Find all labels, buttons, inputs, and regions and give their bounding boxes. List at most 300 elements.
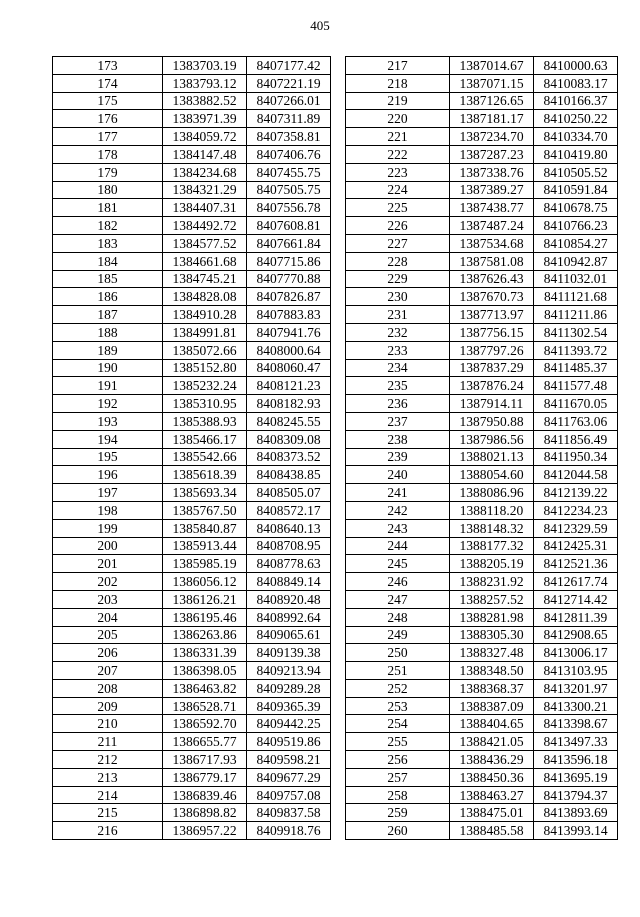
table-row [346, 590, 618, 608]
table-row [346, 57, 618, 75]
x-coordinate-cell: 1387950.88 [450, 412, 534, 430]
table-row [346, 341, 618, 359]
table-row [346, 92, 618, 110]
table-row [53, 573, 331, 591]
point-number-cell: 174 [53, 74, 163, 92]
y-coordinate-cell: 8413103.95 [534, 662, 618, 680]
x-coordinate-cell: 1385542.66 [163, 448, 247, 466]
point-number-cell: 175 [53, 92, 163, 110]
point-number-cell: 220 [346, 110, 450, 128]
table-row [53, 74, 331, 92]
x-coordinate-cell: 1384059.72 [163, 128, 247, 146]
point-number-cell: 218 [346, 74, 450, 92]
y-coordinate-cell: 8409065.61 [247, 626, 331, 644]
y-coordinate-cell: 8412425.31 [534, 537, 618, 555]
x-coordinate-cell: 1386056.12 [163, 573, 247, 591]
table-row [346, 288, 618, 306]
point-number-cell: 227 [346, 234, 450, 252]
y-coordinate-cell: 8407358.81 [247, 128, 331, 146]
y-coordinate-cell: 8407455.75 [247, 163, 331, 181]
table-row [53, 822, 331, 840]
table-row [346, 626, 618, 644]
x-coordinate-cell: 1385618.39 [163, 466, 247, 484]
table-row [53, 466, 331, 484]
x-coordinate-cell: 1385072.66 [163, 341, 247, 359]
x-coordinate-cell: 1388450.36 [450, 768, 534, 786]
y-coordinate-cell: 8409289.28 [247, 679, 331, 697]
y-coordinate-cell: 8410419.80 [534, 145, 618, 163]
point-number-cell: 232 [346, 323, 450, 341]
table-row [53, 252, 331, 270]
point-number-cell: 183 [53, 234, 163, 252]
x-coordinate-cell: 1387797.26 [450, 341, 534, 359]
x-coordinate-cell: 1385913.44 [163, 537, 247, 555]
table-row [346, 662, 618, 680]
x-coordinate-cell: 1387756.15 [450, 323, 534, 341]
x-coordinate-cell: 1384577.52 [163, 234, 247, 252]
y-coordinate-cell: 8407556.78 [247, 199, 331, 217]
y-coordinate-cell: 8407770.88 [247, 270, 331, 288]
point-number-cell: 229 [346, 270, 450, 288]
table-row [346, 217, 618, 235]
x-coordinate-cell: 1385693.34 [163, 484, 247, 502]
y-coordinate-cell: 8408121.23 [247, 377, 331, 395]
table-row [53, 359, 331, 377]
point-number-cell: 177 [53, 128, 163, 146]
y-coordinate-cell: 8409365.39 [247, 697, 331, 715]
table-row [53, 145, 331, 163]
point-number-cell: 236 [346, 395, 450, 413]
table-row [53, 377, 331, 395]
x-coordinate-cell: 1385985.19 [163, 555, 247, 573]
x-coordinate-cell: 1386655.77 [163, 733, 247, 751]
x-coordinate-cell: 1388463.27 [450, 786, 534, 804]
table-row [53, 181, 331, 199]
y-coordinate-cell: 8407505.75 [247, 181, 331, 199]
point-number-cell: 257 [346, 768, 450, 786]
y-coordinate-cell: 8412714.42 [534, 590, 618, 608]
point-number-cell: 246 [346, 573, 450, 591]
y-coordinate-cell: 8412044.58 [534, 466, 618, 484]
table-row [346, 199, 618, 217]
y-coordinate-cell: 8413794.37 [534, 786, 618, 804]
point-number-cell: 205 [53, 626, 163, 644]
y-coordinate-cell: 8408920.48 [247, 590, 331, 608]
point-number-cell: 249 [346, 626, 450, 644]
point-number-cell: 245 [346, 555, 450, 573]
point-number-cell: 219 [346, 92, 450, 110]
y-coordinate-cell: 8410591.84 [534, 181, 618, 199]
point-number-cell: 202 [53, 573, 163, 591]
table-row [346, 715, 618, 733]
table-row [53, 323, 331, 341]
table-row [53, 697, 331, 715]
y-coordinate-cell: 8407661.84 [247, 234, 331, 252]
point-number-cell: 259 [346, 804, 450, 822]
y-coordinate-cell: 8410250.22 [534, 110, 618, 128]
table-row [53, 768, 331, 786]
point-number-cell: 196 [53, 466, 163, 484]
point-number-cell: 212 [53, 751, 163, 769]
x-coordinate-cell: 1387071.15 [450, 74, 534, 92]
table-row [53, 341, 331, 359]
x-coordinate-cell: 1387626.43 [450, 270, 534, 288]
x-coordinate-cell: 1387126.65 [450, 92, 534, 110]
point-number-cell: 250 [346, 644, 450, 662]
x-coordinate-cell: 1388177.32 [450, 537, 534, 555]
y-coordinate-cell: 8408992.64 [247, 608, 331, 626]
x-coordinate-cell: 1388421.05 [450, 733, 534, 751]
y-coordinate-cell: 8413497.33 [534, 733, 618, 751]
table-row [53, 92, 331, 110]
x-coordinate-cell: 1388305.30 [450, 626, 534, 644]
x-coordinate-cell: 1386398.05 [163, 662, 247, 680]
x-coordinate-cell: 1386592.70 [163, 715, 247, 733]
point-number-cell: 248 [346, 608, 450, 626]
table-row [346, 234, 618, 252]
x-coordinate-cell: 1383703.19 [163, 57, 247, 75]
table-row [346, 430, 618, 448]
y-coordinate-cell: 8413596.18 [534, 751, 618, 769]
x-coordinate-cell: 1385466.17 [163, 430, 247, 448]
point-number-cell: 221 [346, 128, 450, 146]
y-coordinate-cell: 8412521.36 [534, 555, 618, 573]
table-row [346, 555, 618, 573]
table-row [346, 501, 618, 519]
table-row [346, 128, 618, 146]
x-coordinate-cell: 1388387.09 [450, 697, 534, 715]
point-number-cell: 254 [346, 715, 450, 733]
x-coordinate-cell: 1388118.20 [450, 501, 534, 519]
point-number-cell: 237 [346, 412, 450, 430]
x-coordinate-cell: 1384321.29 [163, 181, 247, 199]
table-row [346, 377, 618, 395]
table-row [346, 306, 618, 324]
x-coordinate-cell: 1386195.46 [163, 608, 247, 626]
table-row [346, 145, 618, 163]
y-coordinate-cell: 8408373.52 [247, 448, 331, 466]
point-number-cell: 185 [53, 270, 163, 288]
y-coordinate-cell: 8409139.38 [247, 644, 331, 662]
x-coordinate-cell: 1385310.95 [163, 395, 247, 413]
x-coordinate-cell: 1387837.29 [450, 359, 534, 377]
y-coordinate-cell: 8408438.85 [247, 466, 331, 484]
point-number-cell: 189 [53, 341, 163, 359]
point-number-cell: 241 [346, 484, 450, 502]
point-number-cell: 206 [53, 644, 163, 662]
x-coordinate-cell: 1387487.24 [450, 217, 534, 235]
x-coordinate-cell: 1387234.70 [450, 128, 534, 146]
point-number-cell: 181 [53, 199, 163, 217]
point-number-cell: 182 [53, 217, 163, 235]
point-number-cell: 233 [346, 341, 450, 359]
point-number-cell: 188 [53, 323, 163, 341]
table-row [346, 466, 618, 484]
y-coordinate-cell: 8412617.74 [534, 573, 618, 591]
x-coordinate-cell: 1388205.19 [450, 555, 534, 573]
y-coordinate-cell: 8408708.95 [247, 537, 331, 555]
point-number-cell: 260 [346, 822, 450, 840]
x-coordinate-cell: 1384147.48 [163, 145, 247, 163]
point-number-cell: 242 [346, 501, 450, 519]
point-number-cell: 208 [53, 679, 163, 697]
x-coordinate-cell: 1383882.52 [163, 92, 247, 110]
x-coordinate-cell: 1386957.22 [163, 822, 247, 840]
y-coordinate-cell: 8407715.86 [247, 252, 331, 270]
y-coordinate-cell: 8408640.13 [247, 519, 331, 537]
y-coordinate-cell: 8413398.67 [534, 715, 618, 733]
x-coordinate-cell: 1386263.86 [163, 626, 247, 644]
table-row [346, 679, 618, 697]
y-coordinate-cell: 8410334.70 [534, 128, 618, 146]
y-coordinate-cell: 8412908.65 [534, 626, 618, 644]
table-row [346, 395, 618, 413]
table-row [346, 697, 618, 715]
table-row [346, 537, 618, 555]
table-row [53, 234, 331, 252]
x-coordinate-cell: 1384234.68 [163, 163, 247, 181]
y-coordinate-cell: 8408572.17 [247, 501, 331, 519]
y-coordinate-cell: 8411670.05 [534, 395, 618, 413]
x-coordinate-cell: 1384828.08 [163, 288, 247, 306]
point-number-cell: 252 [346, 679, 450, 697]
table-row [53, 519, 331, 537]
point-number-cell: 186 [53, 288, 163, 306]
x-coordinate-cell: 1388231.92 [450, 573, 534, 591]
y-coordinate-cell: 8412811.39 [534, 608, 618, 626]
point-number-cell: 173 [53, 57, 163, 75]
table-row [53, 163, 331, 181]
point-number-cell: 187 [53, 306, 163, 324]
point-number-cell: 224 [346, 181, 450, 199]
table-row [53, 555, 331, 573]
y-coordinate-cell: 8409837.58 [247, 804, 331, 822]
table-row [346, 181, 618, 199]
table-row [53, 804, 331, 822]
x-coordinate-cell: 1388086.96 [450, 484, 534, 502]
table-row [53, 662, 331, 680]
point-number-cell: 195 [53, 448, 163, 466]
y-coordinate-cell: 8410942.87 [534, 252, 618, 270]
table-row [346, 359, 618, 377]
point-number-cell: 176 [53, 110, 163, 128]
table-row [53, 199, 331, 217]
table-row [53, 501, 331, 519]
y-coordinate-cell: 8409677.29 [247, 768, 331, 786]
y-coordinate-cell: 8408849.14 [247, 573, 331, 591]
table-row [53, 715, 331, 733]
point-number-cell: 190 [53, 359, 163, 377]
table-row [53, 430, 331, 448]
y-coordinate-cell: 8410083.17 [534, 74, 618, 92]
x-coordinate-cell: 1385767.50 [163, 501, 247, 519]
point-number-cell: 226 [346, 217, 450, 235]
x-coordinate-cell: 1387876.24 [450, 377, 534, 395]
x-coordinate-cell: 1386717.93 [163, 751, 247, 769]
x-coordinate-cell: 1388368.37 [450, 679, 534, 697]
point-number-cell: 244 [346, 537, 450, 555]
table-row [53, 608, 331, 626]
x-coordinate-cell: 1386839.46 [163, 786, 247, 804]
y-coordinate-cell: 8413993.14 [534, 822, 618, 840]
table-row [346, 733, 618, 751]
point-number-cell: 216 [53, 822, 163, 840]
y-coordinate-cell: 8412234.23 [534, 501, 618, 519]
point-number-cell: 230 [346, 288, 450, 306]
x-coordinate-cell: 1387287.23 [450, 145, 534, 163]
x-coordinate-cell: 1386463.82 [163, 679, 247, 697]
point-number-cell: 200 [53, 537, 163, 555]
point-number-cell: 215 [53, 804, 163, 822]
y-coordinate-cell: 8413006.17 [534, 644, 618, 662]
y-coordinate-cell: 8407221.19 [247, 74, 331, 92]
y-coordinate-cell: 8411393.72 [534, 341, 618, 359]
x-coordinate-cell: 1388475.01 [450, 804, 534, 822]
table-row [346, 804, 618, 822]
table-row [346, 110, 618, 128]
x-coordinate-cell: 1384407.31 [163, 199, 247, 217]
table-row [346, 822, 618, 840]
point-number-cell: 243 [346, 519, 450, 537]
table-row [53, 484, 331, 502]
y-coordinate-cell: 8408309.08 [247, 430, 331, 448]
table-row [346, 412, 618, 430]
x-coordinate-cell: 1388327.48 [450, 644, 534, 662]
table-row [346, 74, 618, 92]
table-row [346, 751, 618, 769]
y-coordinate-cell: 8410678.75 [534, 199, 618, 217]
y-coordinate-cell: 8410166.37 [534, 92, 618, 110]
y-coordinate-cell: 8413695.19 [534, 768, 618, 786]
point-number-cell: 207 [53, 662, 163, 680]
y-coordinate-cell: 8411577.48 [534, 377, 618, 395]
point-number-cell: 179 [53, 163, 163, 181]
point-number-cell: 198 [53, 501, 163, 519]
y-coordinate-cell: 8411211.86 [534, 306, 618, 324]
point-number-cell: 240 [346, 466, 450, 484]
table-row [53, 128, 331, 146]
y-coordinate-cell: 8408182.93 [247, 395, 331, 413]
point-number-cell: 255 [346, 733, 450, 751]
x-coordinate-cell: 1388436.29 [450, 751, 534, 769]
point-number-cell: 231 [346, 306, 450, 324]
y-coordinate-cell: 8409757.08 [247, 786, 331, 804]
point-number-cell: 197 [53, 484, 163, 502]
table-row [53, 448, 331, 466]
point-number-cell: 251 [346, 662, 450, 680]
y-coordinate-cell: 8410000.63 [534, 57, 618, 75]
y-coordinate-cell: 8407608.81 [247, 217, 331, 235]
point-number-cell: 258 [346, 786, 450, 804]
y-coordinate-cell: 8408245.55 [247, 412, 331, 430]
x-coordinate-cell: 1387670.73 [450, 288, 534, 306]
x-coordinate-cell: 1385388.93 [163, 412, 247, 430]
point-number-cell: 223 [346, 163, 450, 181]
y-coordinate-cell: 8413893.69 [534, 804, 618, 822]
x-coordinate-cell: 1385232.24 [163, 377, 247, 395]
x-coordinate-cell: 1385152.80 [163, 359, 247, 377]
point-number-cell: 213 [53, 768, 163, 786]
x-coordinate-cell: 1387338.76 [450, 163, 534, 181]
y-coordinate-cell: 8411950.34 [534, 448, 618, 466]
point-number-cell: 256 [346, 751, 450, 769]
y-coordinate-cell: 8411485.37 [534, 359, 618, 377]
x-coordinate-cell: 1387914.11 [450, 395, 534, 413]
point-number-cell: 194 [53, 430, 163, 448]
x-coordinate-cell: 1388348.50 [450, 662, 534, 680]
y-coordinate-cell: 8410854.27 [534, 234, 618, 252]
y-coordinate-cell: 8413201.97 [534, 679, 618, 697]
x-coordinate-cell: 1387986.56 [450, 430, 534, 448]
point-number-cell: 191 [53, 377, 163, 395]
point-number-cell: 228 [346, 252, 450, 270]
point-number-cell: 199 [53, 519, 163, 537]
table-row [346, 323, 618, 341]
y-coordinate-cell: 8407311.89 [247, 110, 331, 128]
table-row [346, 519, 618, 537]
table-row [53, 288, 331, 306]
x-coordinate-cell: 1383971.39 [163, 110, 247, 128]
x-coordinate-cell: 1387534.68 [450, 234, 534, 252]
point-number-cell: 217 [346, 57, 450, 75]
y-coordinate-cell: 8408000.64 [247, 341, 331, 359]
page-number: 405 [310, 18, 330, 33]
point-number-cell: 204 [53, 608, 163, 626]
y-coordinate-cell: 8407826.87 [247, 288, 331, 306]
x-coordinate-cell: 1383793.12 [163, 74, 247, 92]
point-number-cell: 234 [346, 359, 450, 377]
y-coordinate-cell: 8407883.83 [247, 306, 331, 324]
table-row [53, 412, 331, 430]
x-coordinate-cell: 1388148.32 [450, 519, 534, 537]
x-coordinate-cell: 1386331.39 [163, 644, 247, 662]
point-number-cell: 235 [346, 377, 450, 395]
table-row [53, 679, 331, 697]
x-coordinate-cell: 1388257.52 [450, 590, 534, 608]
table-row [346, 448, 618, 466]
point-number-cell: 184 [53, 252, 163, 270]
y-coordinate-cell: 8412139.22 [534, 484, 618, 502]
x-coordinate-cell: 1384910.28 [163, 306, 247, 324]
point-number-cell: 211 [53, 733, 163, 751]
table-row [53, 537, 331, 555]
point-number-cell: 238 [346, 430, 450, 448]
table-row [346, 252, 618, 270]
y-coordinate-cell: 8411763.06 [534, 412, 618, 430]
x-coordinate-cell: 1388054.60 [450, 466, 534, 484]
x-coordinate-cell: 1386528.71 [163, 697, 247, 715]
table-row [53, 270, 331, 288]
y-coordinate-cell: 8411302.54 [534, 323, 618, 341]
x-coordinate-cell: 1387014.67 [450, 57, 534, 75]
table-row [53, 644, 331, 662]
x-coordinate-cell: 1387581.08 [450, 252, 534, 270]
table-row [53, 57, 331, 75]
point-number-cell: 193 [53, 412, 163, 430]
point-number-cell: 239 [346, 448, 450, 466]
x-coordinate-cell: 1388281.98 [450, 608, 534, 626]
x-coordinate-cell: 1386898.82 [163, 804, 247, 822]
x-coordinate-cell: 1384661.68 [163, 252, 247, 270]
y-coordinate-cell: 8409918.76 [247, 822, 331, 840]
coordinates-table-left [52, 56, 331, 840]
point-number-cell: 214 [53, 786, 163, 804]
table-row [346, 786, 618, 804]
x-coordinate-cell: 1388404.65 [450, 715, 534, 733]
point-number-cell: 225 [346, 199, 450, 217]
table-row [346, 768, 618, 786]
y-coordinate-cell: 8412329.59 [534, 519, 618, 537]
